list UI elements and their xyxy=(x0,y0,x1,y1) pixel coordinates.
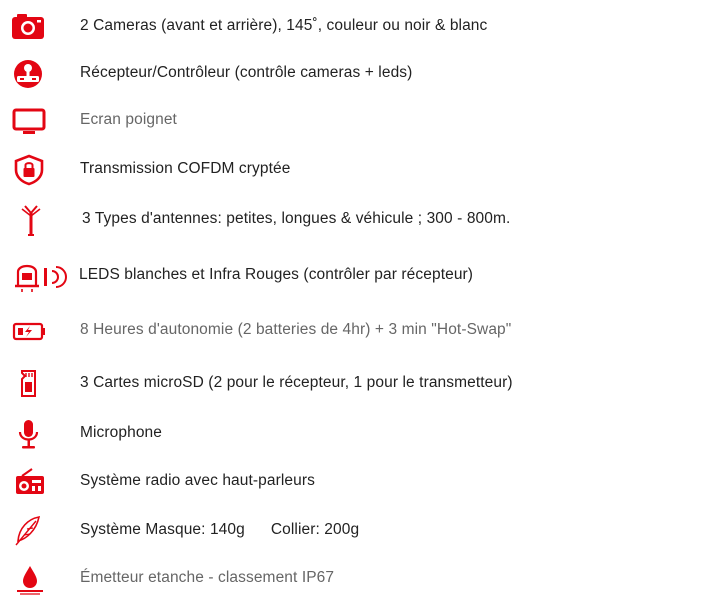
feature-text: Émetteur etanche - classement IP67 xyxy=(80,569,335,586)
led-light-icon xyxy=(8,260,78,292)
microphone-icon xyxy=(8,418,52,450)
radio-speaker-icon xyxy=(8,466,52,498)
monitor-icon xyxy=(8,105,52,137)
feature-text: Microphone xyxy=(80,424,162,441)
antenna-icon xyxy=(8,204,52,236)
shield-lock-icon xyxy=(8,154,52,186)
receiver-icon xyxy=(8,58,52,90)
feature-radio xyxy=(0,462,715,502)
mask-weight-text: Système Masque: 140g xyxy=(80,521,245,538)
battery-icon xyxy=(8,315,52,347)
feature-text: 8 Heures d'autonomie (2 batteries de 4hr) + 3 min "Hot-Swap" xyxy=(80,321,512,338)
feature-text: Transmission COFDM cryptée xyxy=(80,160,291,177)
feature-transmission xyxy=(0,150,715,190)
feature-leds xyxy=(0,256,715,296)
collar-weight-text: Collier: 200g xyxy=(270,521,360,538)
feature-text: Système radio avec haut-parleurs xyxy=(80,472,315,489)
feature-text: 3 Types d'antennes: petites, longues & véhicule ; 300 - 800m. xyxy=(82,210,511,227)
feature-text: 2 Cameras (avant et arrière), 145˚, couleur ou noir & blanc xyxy=(80,17,488,34)
feature-wrist-screen xyxy=(0,101,715,141)
feature-microsd xyxy=(0,364,715,404)
feature-text: Ecran poignet xyxy=(80,111,177,128)
feature-microphone xyxy=(0,414,715,454)
feature-cameras xyxy=(0,7,715,47)
feature-autonomy xyxy=(0,311,715,351)
feature-receiver xyxy=(0,54,715,94)
sd-card-icon xyxy=(8,368,52,400)
feature-text xyxy=(80,521,359,539)
feature-text: 3 Cartes microSD (2 pour le récepteur, 1 pour le transmetteur) xyxy=(80,374,513,391)
camera-icon xyxy=(8,11,52,43)
feature-weight xyxy=(0,511,715,551)
feature-text: Récepteur/Contrôleur (contrôle cameras + leds) xyxy=(80,64,413,81)
feature-waterproof xyxy=(0,559,715,599)
feature-text: LEDS blanches et Infra Rouges (contrôler par récepteur) xyxy=(79,266,474,283)
water-drop-icon xyxy=(8,563,52,595)
feature-antennas xyxy=(0,200,715,240)
feather-icon xyxy=(8,515,52,547)
